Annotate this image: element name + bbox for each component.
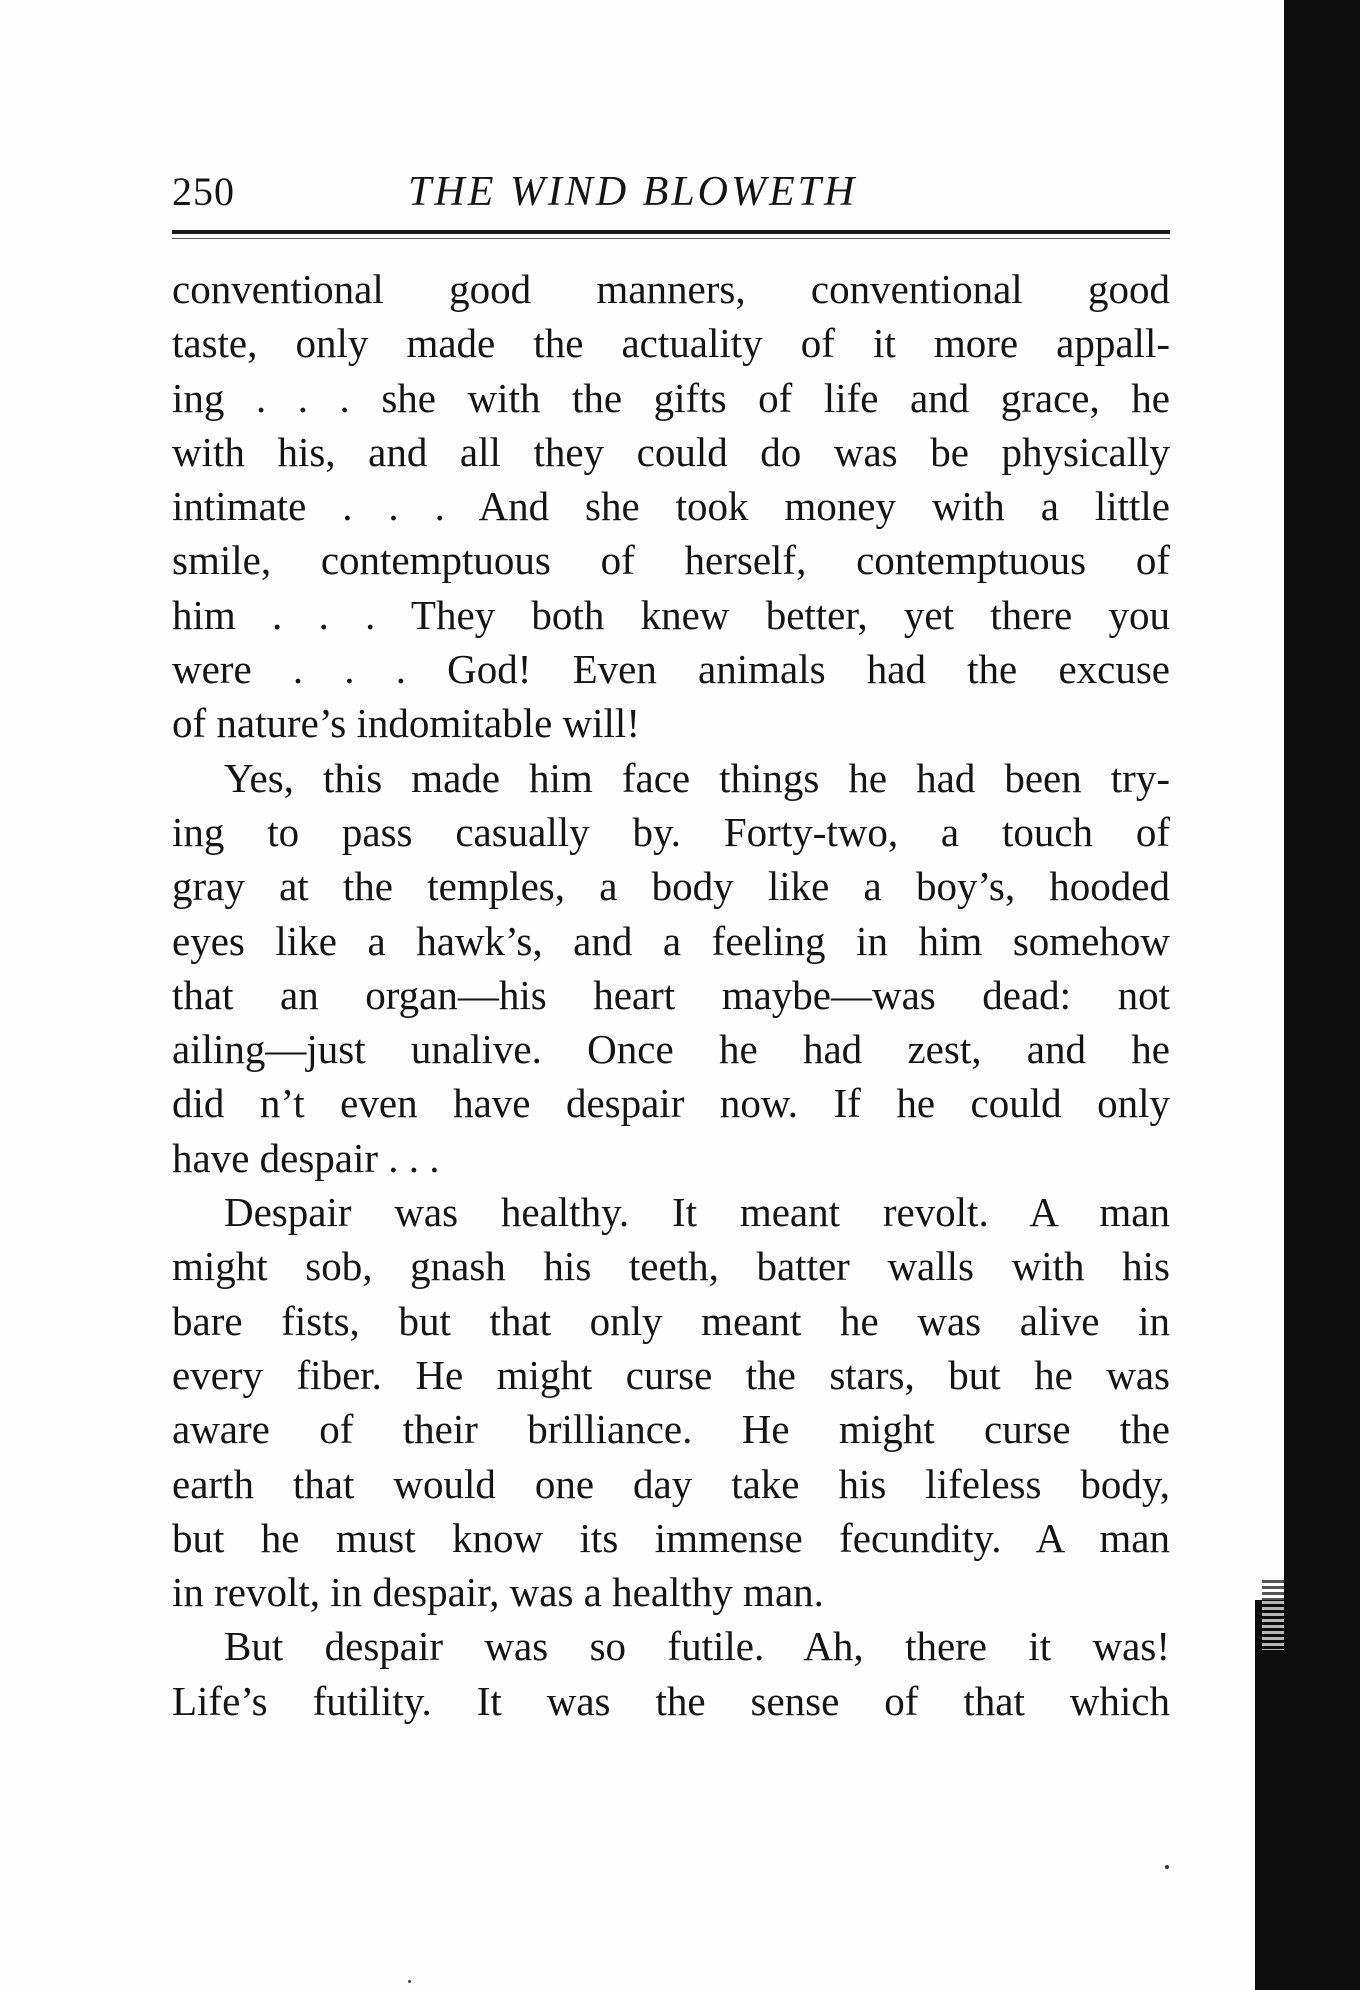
page-edge-mask <box>1255 0 1284 1600</box>
text-line: eyes like a hawk’s, and a feeling in him somehow <box>172 917 1170 964</box>
text-line: have despair . . . <box>172 1134 440 1181</box>
text-line: of nature’s indomitable will! <box>172 700 640 747</box>
text-line: taste, only made the actuality of it more appall- <box>172 320 1170 367</box>
text-line: him . . . They both knew better, yet there you <box>172 591 1170 638</box>
paragraph-start-line: But despair was so futile. Ah, there it was! <box>224 1623 1170 1670</box>
paragraph-start-line: Yes, this made him face things he had been try- <box>224 754 1170 801</box>
text-line: did n’t even have despair now. If he could only <box>172 1080 1170 1127</box>
text-line: might sob, gnash his teeth, batter walls with his <box>172 1243 1170 1290</box>
header-rule-thin <box>172 238 1170 239</box>
page-number: 250 <box>172 169 235 214</box>
running-head: THE WIND BLOWETH <box>408 169 858 215</box>
ink-speck <box>1165 1865 1169 1869</box>
text-line: gray at the temples, a body like a boy’s, hooded <box>172 863 1170 910</box>
text-line: bare fists, but that only meant he was alive in <box>172 1297 1170 1344</box>
text-line: Life’s futility. It was the sense of that which <box>172 1677 1170 1724</box>
text-line: every fiber. He might curse the stars, but he was <box>172 1351 1170 1398</box>
text-line: ing . . . she with the gifts of life and grace, he <box>172 374 1170 421</box>
text-line: in revolt, in despair, was a healthy man. <box>172 1569 824 1616</box>
page-edge-shadow-upper <box>1284 0 1324 1600</box>
text-line: with his, and all they could do was be physically <box>172 428 1170 475</box>
text-line: intimate . . . And she took money with a little <box>172 483 1170 530</box>
text-line: smile, contemptuous of herself, contemptuous of <box>172 537 1170 584</box>
body-text <box>172 262 1170 1728</box>
text-line: earth that would one day take his lifeless body, <box>172 1460 1170 1507</box>
header-rule <box>172 230 1170 234</box>
text-line: ing to pass casually by. Forty-two, a touch of <box>172 808 1170 855</box>
text-line: conventional good manners, conventional good <box>172 266 1170 312</box>
paragraph-start-line: Despair was healthy. It meant revolt. A man <box>224 1189 1170 1236</box>
page-header <box>172 168 1172 224</box>
text-line: but he must know its immense fecundity. A man <box>172 1514 1170 1561</box>
text-line: that an organ—his heart maybe—was dead: not <box>172 971 1170 1018</box>
text-line: were . . . God! Even animals had the excuse <box>172 646 1170 693</box>
text-line: aware of their brilliance. He might curse the <box>172 1406 1170 1453</box>
page-edge-speckle <box>1262 1580 1284 1650</box>
ink-speck <box>408 1980 411 1983</box>
text-line: ailing—just unalive. Once he had zest, and he <box>172 1026 1170 1073</box>
